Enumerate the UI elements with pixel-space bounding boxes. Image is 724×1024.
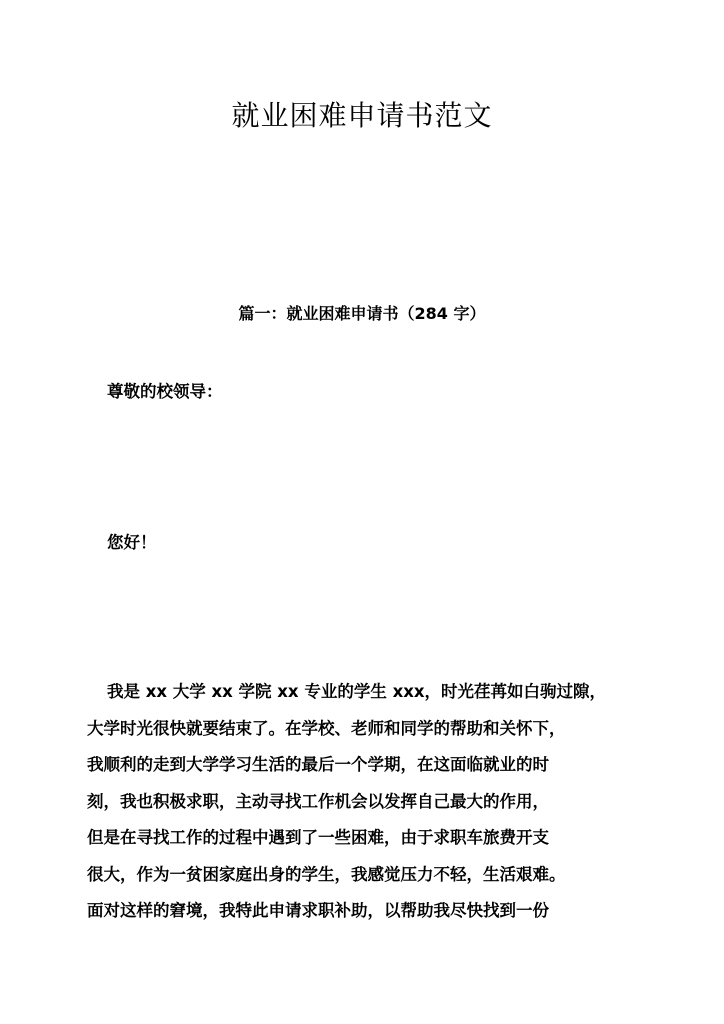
salutation: 尊敬的校领导：	[107, 382, 223, 401]
body-line: 我顺利的走到大学学习生活的最后一个学期，在这面临就业的时	[87, 755, 549, 774]
section-heading: 篇一：就业困难申请书（284 字）	[238, 304, 486, 323]
body-paragraph	[87, 678, 647, 934]
body-line: 很大，作为一贫困家庭出身的学生，我感觉压力不轻，生活艰难。	[87, 864, 566, 884]
greeting: 您好！	[107, 533, 157, 552]
body-line: 大学时光很快就要结束了。在学校、老师和同学的帮助和关怀下，	[87, 718, 566, 738]
body-line: 刻，我也积极求职，主动寻找工作机会以发挥自己最大的作用，	[87, 791, 549, 811]
body-line: 但是在寻找工作的过程中遇到了一些困难，由于求职车旅费开支	[87, 828, 549, 847]
body-line: 我是 xx 大学 xx 学院 xx 专业的学生 xxx，时光荏苒如白驹过隙，	[107, 682, 606, 701]
document-title: 就业困难申请书范文	[231, 99, 493, 132]
body-line: 面对这样的窘境，我特此申请求职补助，以帮助我尽快找到一份	[87, 901, 549, 920]
